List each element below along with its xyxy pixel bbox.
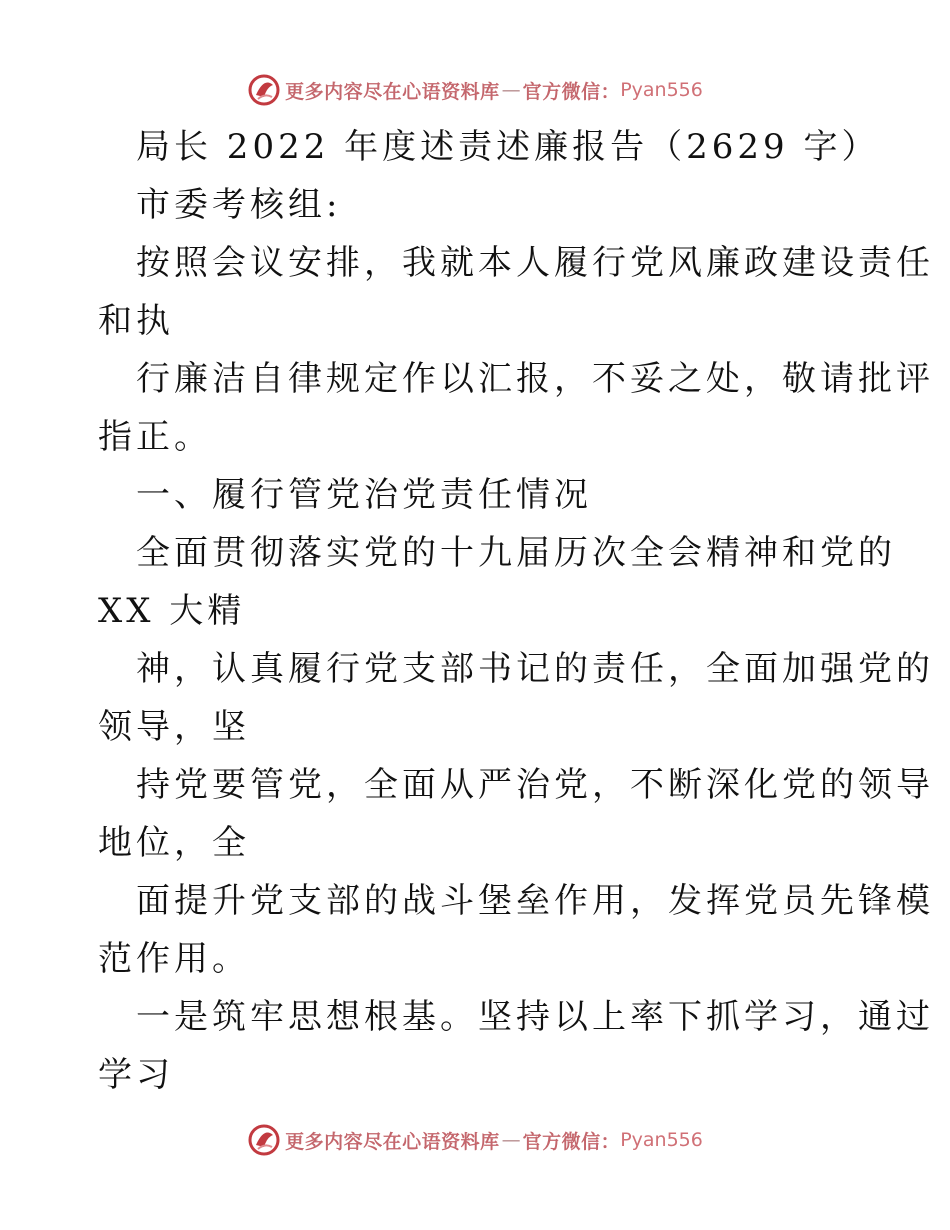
paragraph-line: 学习 bbox=[98, 1055, 174, 1095]
header-watermark bbox=[0, 70, 950, 110]
document-title: 局长 2022 年度述责述廉报告（2629 字） bbox=[136, 127, 880, 167]
paragraph-line: 按照会议安排，我就本人履行党风廉政建设责任 bbox=[136, 243, 934, 283]
watermark-wechat-label: 官方微信： bbox=[522, 1130, 621, 1153]
paragraph-line: 全面贯彻落实党的十九届历次全会精神和党的 bbox=[136, 533, 896, 573]
paragraph-line: 领导，坚 bbox=[98, 707, 250, 747]
document-body bbox=[98, 118, 934, 1104]
paragraph-line: XX 大精 bbox=[98, 591, 246, 631]
watermark-brand: 更多内容尽在心语资料库 bbox=[285, 80, 500, 103]
paragraph-line: 持党要管党，全面从严治党，不断深化党的领导 bbox=[136, 765, 934, 805]
red-swirl-logo-icon bbox=[247, 1123, 281, 1157]
footer-watermark bbox=[0, 1120, 950, 1160]
paragraph-line: 行廉洁自律规定作以汇报，不妥之处，敬请批评 bbox=[136, 359, 934, 399]
paragraph-line: 面提升党支部的战斗堡垒作用，发挥党员先锋模 bbox=[136, 881, 934, 921]
paragraph-line: 指正。 bbox=[98, 417, 212, 457]
watermark-wechat-label: 官方微信： bbox=[522, 80, 621, 103]
salutation: 市委考核组: bbox=[136, 185, 342, 225]
paragraph-line: 一是筑牢思想根基。坚持以上率下抓学习，通过 bbox=[136, 997, 934, 1037]
watermark-separator: — bbox=[501, 79, 521, 101]
watermark-brand: 更多内容尽在心语资料库 bbox=[285, 1130, 500, 1153]
watermark-wechat-id: Pyan556 bbox=[620, 1129, 703, 1151]
paragraph-line: 地位，全 bbox=[98, 823, 250, 863]
paragraph-line: 神，认真履行党支部书记的责任，全面加强党的 bbox=[136, 649, 934, 689]
paragraph-line: 范作用。 bbox=[98, 939, 250, 979]
red-swirl-logo-icon bbox=[247, 73, 281, 107]
section-heading: 一、履行管党治党责任情况 bbox=[136, 475, 592, 515]
paragraph-line: 和执 bbox=[98, 301, 174, 341]
watermark-wechat-id: Pyan556 bbox=[620, 79, 703, 101]
watermark-separator: — bbox=[501, 1129, 521, 1151]
